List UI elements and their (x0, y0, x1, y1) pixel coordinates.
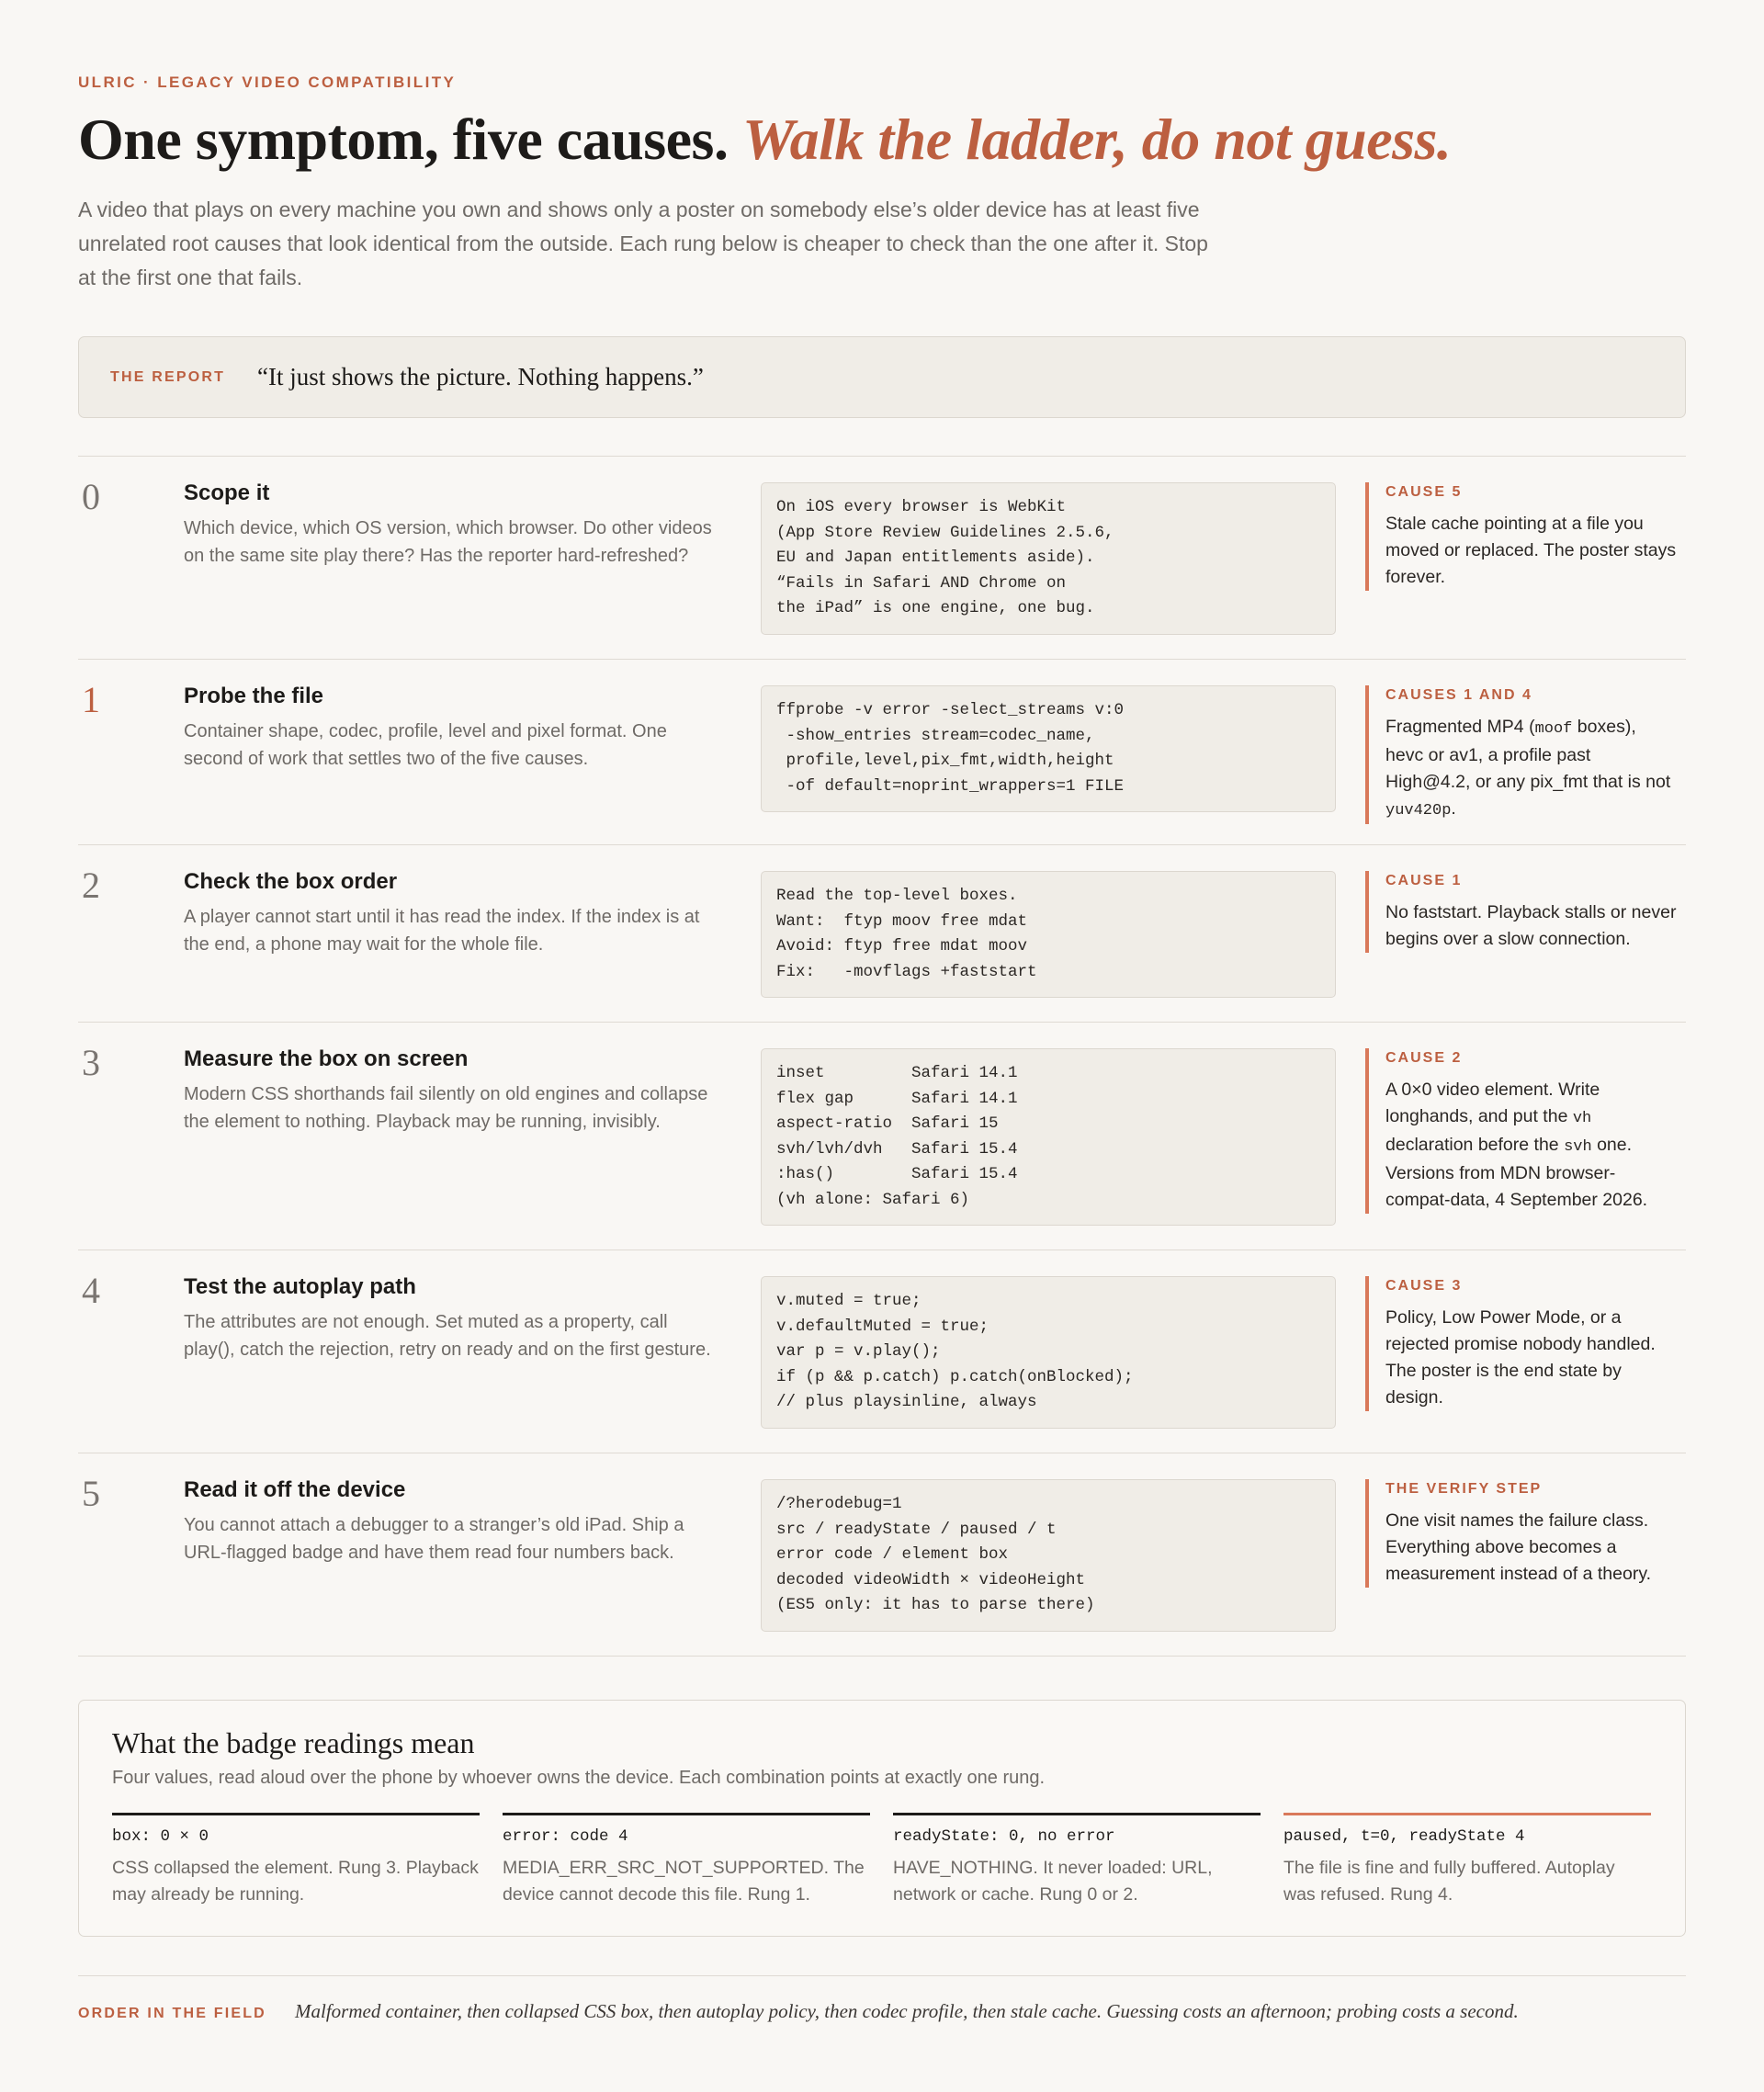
badge-subtitle: Four values, read aloud over the phone by whoever owns the device. Each combination points at exactly one rung. (112, 1768, 1046, 1788)
rung-cause (1365, 685, 1678, 824)
cause-text-part: boxes), hevc or av1, a profile past High@4.2, or any pix_fmt that is not (1385, 717, 1671, 792)
reading-meaning: MEDIA_ERR_SRC_NOT_SUPPORTED. The device cannot decode this file. Rung 1. (503, 1858, 865, 1905)
rung-0 (78, 456, 1686, 659)
badge-title: What the badge readings mean (112, 1726, 475, 1759)
readings-row (112, 1813, 1652, 1908)
rung-title: Test the autoplay path (184, 1274, 416, 1299)
report-quote: “It just shows the picture. Nothing happens.” (257, 363, 704, 390)
cause-text-part: A 0×0 video element. Write longhands, and put the (1385, 1080, 1600, 1126)
cause-text (1385, 714, 1678, 824)
rung-code: /?herodebug=1 src / readyState / paused / t error code / element box decoded videoWidth × videoHeight (ES5 only: it has to parse there) (761, 1479, 1336, 1632)
ladder-divider (78, 1656, 1686, 1657)
rung-code: On iOS every browser is WebKit (App Store Review Guidelines 2.5.6, EU and Japan entitlements aside). “Fails in Safari AND Chrome on the iPad” is one engine, one bug. (761, 482, 1336, 635)
cause-label: CAUSE 1 (1385, 873, 1463, 888)
cause-text-part: . (1451, 798, 1456, 819)
reading-key: box: 0 × 0 (112, 1827, 209, 1846)
cause-code: yuv420p (1385, 802, 1452, 820)
reading-key: paused, t=0, readyState 4 (1283, 1827, 1525, 1846)
rung-number: 0 (82, 476, 100, 517)
cause-code: svh (1564, 1138, 1592, 1156)
rung-description: The attributes are not enough. Set muted as a property, call play(), catch the rejection, retry on ready and on the first gesture. (184, 1312, 711, 1360)
rung-2 (78, 844, 1686, 1022)
rung-3 (78, 1022, 1686, 1250)
reading-meaning: HAVE_NOTHING. It never loaded: URL, network or cache. Rung 0 or 2. (893, 1858, 1213, 1905)
rung-description: A player cannot start until it has read the index. If the index is at the end, a phone may wait for the whole file. (184, 907, 700, 955)
headline (78, 105, 1451, 175)
lede: A video that plays on every machine you own and shows only a poster on somebody else’s older device has at least five unrelated root causes that look identical from the outside. Each rung below is cheaper to check than the one after it. Stop at the first one that fails. (78, 198, 1208, 289)
reading-box-zero (112, 1813, 480, 1908)
eyebrow: ULRIC · LEGACY VIDEO COMPATIBILITY (78, 74, 457, 91)
rung-number: 3 (82, 1042, 100, 1083)
cause-code: moof (1534, 720, 1573, 738)
rung-title: Scope it (184, 481, 270, 505)
cause-text (1385, 1077, 1678, 1214)
reading-readystate (893, 1813, 1261, 1908)
cause-label: THE VERIFY STEP (1385, 1481, 1543, 1497)
cause-text: No faststart. Playback stalls or never begins over a slow connection. (1385, 902, 1677, 949)
cause-label: CAUSES 1 AND 4 (1385, 687, 1532, 703)
rung-cause (1365, 871, 1678, 953)
rung-title: Check the box order (184, 869, 398, 894)
cause-text-part: Fragmented MP4 ( (1385, 717, 1535, 737)
rung-description: You cannot attach a debugger to a stranger’s old iPad. Ship a URL-flagged badge and have them read four numbers back. (184, 1515, 684, 1563)
headline-accent: Walk the ladder, do not guess. (741, 107, 1452, 172)
rung-cause (1365, 1479, 1678, 1588)
cause-label: CAUSE 5 (1385, 484, 1463, 500)
rung-code: Read the top-level boxes. Want: ftyp moov free mdat Avoid: ftyp free mdat moov Fix: -movflags +faststart (761, 871, 1336, 998)
rung-code: ffprobe -v error -select_streams v:0 -show_entries stream=codec_name, profile,level,pix_fmt,width,height -of default=noprint_wrappers=1 FILE (761, 685, 1336, 812)
cause-label: CAUSE 3 (1385, 1278, 1463, 1294)
rung-number: 2 (82, 865, 100, 906)
rung-title: Probe the file (184, 684, 324, 708)
rung-number: 4 (82, 1270, 100, 1311)
report-label: THE REPORT (110, 368, 226, 385)
cause-text-part: declaration before the (1385, 1135, 1565, 1155)
rung-code: inset Safari 14.1 flex gap Safari 14.1 aspect-ratio Safari 15 svh/lvh/dvh Safari 15.4 :has() Safari 15.4 (vh alone: Safari 6) (761, 1048, 1336, 1226)
rung-number: 5 (82, 1473, 100, 1514)
rung-4 (78, 1250, 1686, 1453)
headline-plain: One symptom, five causes. (78, 107, 729, 172)
rung-cause (1365, 1048, 1678, 1214)
rung-1 (78, 659, 1686, 844)
rung-cause (1365, 1276, 1678, 1411)
cause-label: CAUSE 2 (1385, 1050, 1463, 1066)
cause-code: vh (1572, 1110, 1592, 1127)
rung-title: Read it off the device (184, 1477, 406, 1502)
rung-description: Modern CSS shorthands fail silently on old engines and collapse the element to nothing. Playback may be running, invisibly. (184, 1084, 708, 1132)
reading-key: readyState: 0, no error (893, 1827, 1115, 1846)
reading-meaning: The file is fine and fully buffered. Autoplay was refused. Rung 4. (1283, 1858, 1615, 1905)
cause-text-part: one. Versions from MDN browser-compat-data, 4 September 2026. (1385, 1135, 1648, 1210)
field-text: Malformed container, then collapsed CSS box, then autoplay policy, then codec profile, then stale cache. Guessing costs an afternoon; probing costs a second. (295, 2000, 1519, 2022)
rung-5 (78, 1453, 1686, 1656)
reading-paused (1283, 1813, 1651, 1908)
ladder (78, 456, 1686, 1656)
rung-description: Which device, which OS version, which browser. Do other videos on the same site play there? Has the reporter hard-refreshed? (184, 518, 712, 566)
rung-code: v.muted = true; v.defaultMuted = true; var p = v.play(); if (p && p.catch) p.catch(onBlocked); // plus playsinline, always (761, 1276, 1336, 1429)
field-order (78, 1975, 1686, 2023)
rung-description: Container shape, codec, profile, level and pixel format. One second of work that settles two of the five causes. (184, 721, 667, 769)
rung-number: 1 (82, 679, 100, 720)
cause-text: Stale cache pointing at a file you moved or replaced. The poster stays forever. (1385, 514, 1677, 587)
field-label: ORDER IN THE FIELD (78, 2006, 266, 2021)
report-box (78, 336, 1686, 418)
reading-error-code (503, 1813, 870, 1908)
cause-text: One visit names the failure class. Everything above becomes a measurement instead of a theory. (1385, 1510, 1652, 1584)
badge-readings-panel (78, 1700, 1686, 1937)
cause-text: Policy, Low Power Mode, or a rejected promise nobody handled. The poster is the end state by design. (1385, 1307, 1656, 1408)
reading-key: error: code 4 (503, 1827, 628, 1846)
rung-cause (1365, 482, 1678, 591)
reading-meaning: CSS collapsed the element. Rung 3. Playback may already be running. (112, 1858, 479, 1905)
rung-title: Measure the box on screen (184, 1046, 469, 1071)
